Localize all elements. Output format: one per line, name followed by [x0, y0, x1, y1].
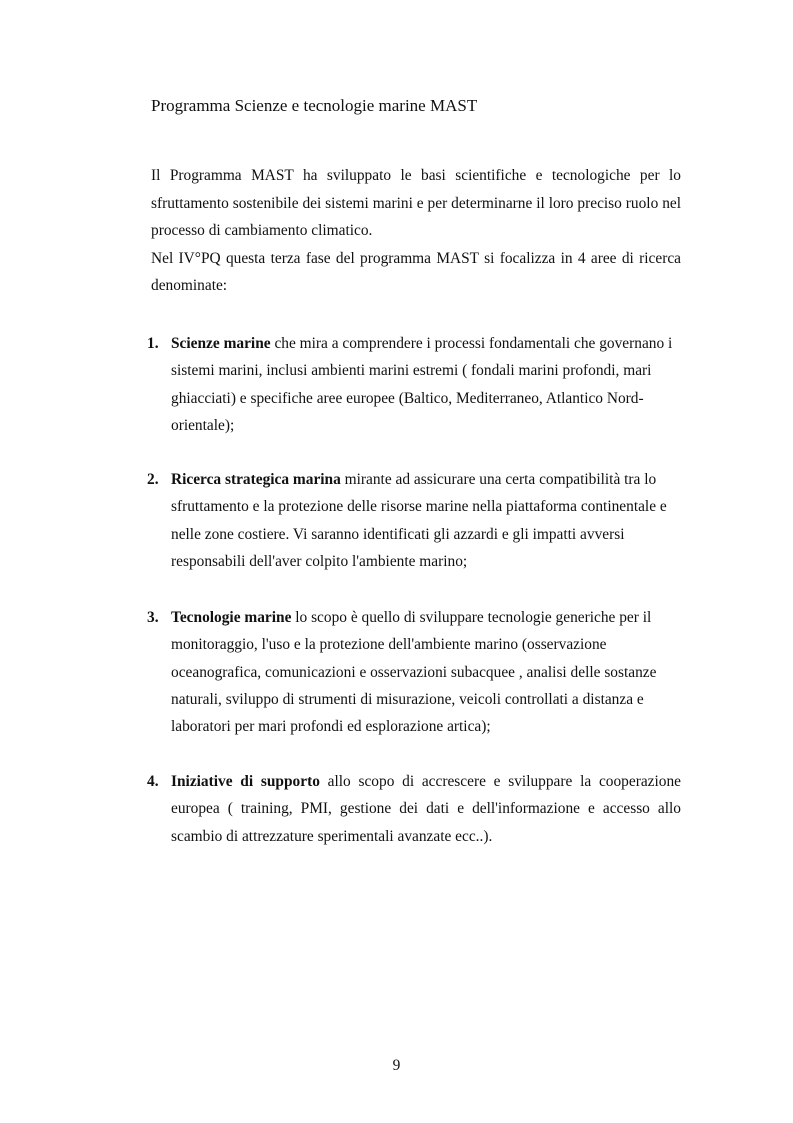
list-item-number: 4.: [147, 773, 159, 790]
list-item-text: che mira a comprendere i processi fondamentali che governano i sistemi marini, inclusi ambienti marini estremi ( fondali marini profondi, mari ghiacciati) e specifiche aree europee (Baltico, Mediterraneo, Atlantico Nord-orientale);: [171, 335, 673, 434]
list-item-number: 2.: [147, 471, 159, 488]
section-title: Programma Scienze e tecnologie marine MAST: [151, 96, 478, 115]
list-item-text: mirante ad assicurare una certa compatibilità tra lo sfruttamento e la protezione delle risorse marine nella piattaforma continentale e nelle zone costiere. Vi saranno identificati gli azzardi e gli impatti avversi responsabili dell'aver colpito l'ambiente marino;: [171, 471, 667, 570]
list-item: [147, 466, 682, 575]
list-item-heading: Scienze marine: [171, 335, 271, 352]
list-item-number: 1.: [147, 335, 159, 352]
list-item: [147, 330, 682, 439]
list-item: [147, 768, 682, 850]
list-item-text: lo scopo è quello di sviluppare tecnologie generiche per il monitoraggio, l'uso e la protezione dell'ambiente marino (osservazione oceanografica, comunicazioni e osservazioni subacquee , analisi delle sostanze naturali, sviluppo di strumenti di misurazione, veicoli controllati a distanza e laboratori per mari profondi ed esplorazione artica);: [171, 609, 657, 736]
list-item-body: [171, 330, 681, 439]
list-item-heading: Iniziative di supporto: [171, 773, 320, 790]
intro-text: [151, 162, 681, 300]
intro-paragraph-2: Nel IV°PQ questa terza fase del programma MAST si focalizza in 4 aree di ricerca denominate:: [151, 249, 681, 294]
list-item-body: [171, 466, 681, 575]
list-item: [147, 604, 682, 740]
list-item-number: 3.: [147, 609, 159, 626]
page-number: 9: [392, 1057, 401, 1074]
list-item-body: [171, 768, 681, 850]
intro-paragraph-1: Il Programma MAST ha sviluppato le basi scientifiche e tecnologiche per lo sfruttamento sostenibile dei sistemi marini e per determinarne il loro preciso ruolo nel processo di cambiamento climatico.: [151, 167, 681, 239]
list-item-text: allo scopo di accrescere e sviluppare la cooperazione europea ( training, PMI, gestione dei dati e dell'informazione e accesso allo scambio di attrezzature sperimentali avanzate ecc..).: [171, 773, 681, 845]
list-item-heading: Ricerca strategica marina: [171, 471, 341, 488]
list-item-body: [171, 604, 681, 740]
list-item-heading: Tecnologie marine: [171, 609, 292, 626]
